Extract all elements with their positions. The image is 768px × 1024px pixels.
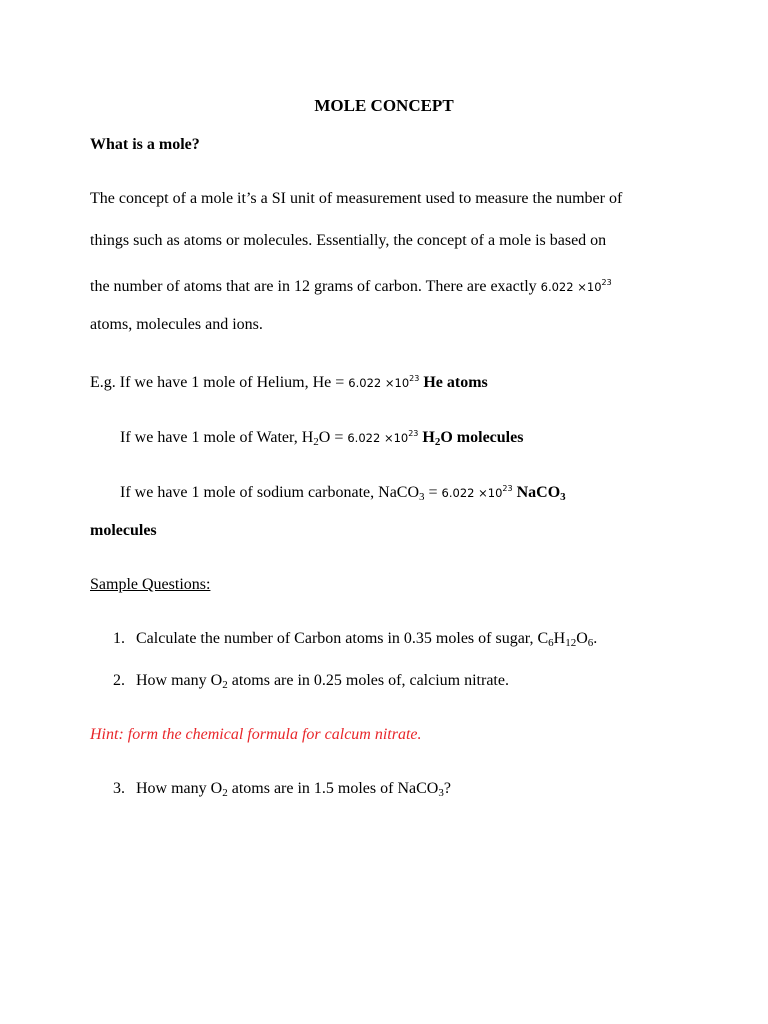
example-sodium-carbonate-unit: NaCO$_3$ [516, 484, 566, 503]
avogadro-number: $6.022 \times 10^{23}$ [540, 278, 612, 294]
example-sodium-carbonate-text: If we have 1 mole of sodium carbonate, NaCO$_3$ = [120, 484, 438, 503]
question-2 [113, 671, 509, 691]
paragraph-line-3-text: the number of atoms that are in 12 grams of carbon. There are exactly [90, 278, 537, 295]
example-water-text: If we have 1 mole of Water, $H_2O$ = [120, 429, 344, 448]
avogadro-number: $6.022 \times 10^{23}$ [348, 374, 420, 390]
page-title: MOLE CONCEPT [314, 96, 454, 115]
paragraph-line-1: The concept of a mole it’s a SI unit of measurement used to measure the number of [90, 190, 623, 207]
avogadro-number: $6.022 \times 10^{23}$ [441, 484, 513, 500]
example-helium [90, 369, 488, 393]
question-1-number: 1. [113, 630, 125, 647]
question-3-number: 3. [113, 780, 125, 797]
question-1-text: Calculate the number of Carbon atoms in 0.35 moles of sugar, $C_6H_{12}O_6$. [136, 630, 598, 649]
example-sodium-carbonate [120, 479, 566, 503]
example-water-unit: $H_2O$ molecules [422, 429, 524, 448]
sample-questions-heading: Sample Questions: [90, 576, 211, 593]
example-water [120, 424, 523, 448]
question-2-text: How many $O_2$ atoms are in 0.25 moles of, calcium nitrate. [136, 672, 509, 691]
example-helium-text: E.g. If we have 1 mole of Helium, He = [90, 374, 345, 391]
question-3 [113, 779, 451, 799]
section-heading: What is a mole? [90, 136, 200, 153]
paragraph-line-4: atoms, molecules and ions. [90, 316, 263, 333]
question-2-number: 2. [113, 672, 125, 689]
avogadro-number: $6.022 \times 10^{23}$ [347, 429, 419, 445]
question-3-text: How many $O_2$ atoms are in 1.5 moles of NaCO$_3$? [136, 780, 451, 799]
hint-text: Hint: form the chemical formula for calcum nitrate. [90, 726, 422, 743]
question-1 [113, 629, 597, 649]
paragraph-line-2: things such as atoms or molecules. Essentially, the concept of a mole is based on [90, 232, 607, 249]
example-helium-unit: He atoms [423, 374, 488, 391]
paragraph-line-3 [90, 273, 612, 297]
example-sodium-carbonate-continuation: molecules [90, 522, 157, 539]
